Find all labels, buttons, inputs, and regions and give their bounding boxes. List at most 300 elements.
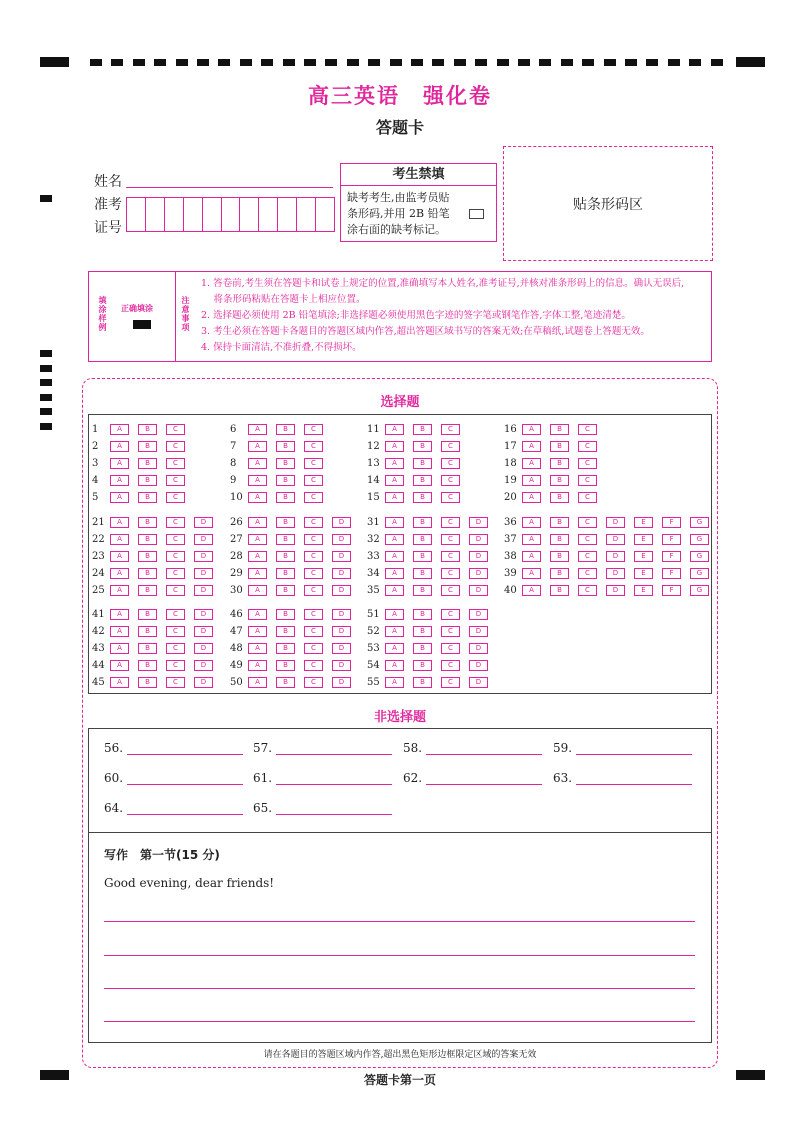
answer-bubble[interactable]: B (276, 458, 295, 469)
answer-bubble[interactable]: A (248, 424, 267, 435)
answer-bubble[interactable]: C (304, 492, 323, 503)
question-number: 29 (230, 567, 243, 579)
absent-box (340, 163, 497, 242)
answer-bubble[interactable]: A (110, 677, 129, 688)
answer-bubble[interactable]: B (550, 475, 569, 486)
answer-bubble[interactable]: C (304, 643, 323, 654)
answer-bubble[interactable]: C (304, 458, 323, 469)
answer-bubble[interactable]: A (522, 475, 541, 486)
fill-blank-line[interactable] (127, 742, 243, 755)
answer-bubble[interactable]: C (578, 568, 597, 579)
answer-bubble[interactable]: D (332, 585, 351, 596)
answer-bubble[interactable]: C (578, 424, 597, 435)
answer-bubble[interactable]: B (413, 609, 432, 620)
answer-bubble[interactable]: B (413, 424, 432, 435)
answer-bubble[interactable]: G (690, 585, 709, 596)
question-row (367, 626, 497, 637)
answer-bubble[interactable]: B (550, 568, 569, 579)
question-row (367, 424, 469, 435)
answer-bubble[interactable]: A (110, 626, 129, 637)
question-number: 20 (504, 491, 517, 503)
answer-bubble[interactable]: B (138, 475, 157, 486)
fill-blank-number: 58. (403, 741, 423, 755)
answer-bubble[interactable]: A (248, 660, 267, 671)
answer-bubble[interactable]: B (138, 660, 157, 671)
timing-dash (711, 59, 723, 66)
question-number: 35 (367, 584, 380, 596)
answer-bubble[interactable]: B (550, 441, 569, 452)
answer-bubble[interactable]: B (413, 458, 432, 469)
answer-bubble[interactable]: B (138, 534, 157, 545)
answer-bubble[interactable]: C (578, 492, 597, 503)
question-row (367, 660, 497, 671)
answer-bubble[interactable]: B (276, 534, 295, 545)
answer-bubble[interactable]: D (332, 517, 351, 528)
answer-bubble[interactable]: D (332, 643, 351, 654)
fill-blank-line[interactable] (426, 742, 542, 755)
question-row (504, 517, 718, 528)
answer-bubble[interactable]: A (110, 441, 129, 452)
answer-bubble[interactable]: G (690, 568, 709, 579)
answer-bubble[interactable]: E (634, 568, 653, 579)
correct-fill-label: 正确填涂 (121, 303, 153, 313)
answer-bubble[interactable]: C (441, 424, 460, 435)
exam-id-grid[interactable] (126, 197, 335, 232)
answer-bubble[interactable]: A (110, 585, 129, 596)
fill-blank-line[interactable] (276, 802, 392, 815)
question-row (504, 424, 606, 435)
answer-bubble[interactable]: C (166, 534, 185, 545)
answer-bubble[interactable]: A (522, 424, 541, 435)
answer-bubble[interactable]: G (690, 551, 709, 562)
question-number: 39 (504, 567, 517, 579)
writing-line[interactable] (104, 955, 695, 956)
answer-bubble[interactable]: B (276, 677, 295, 688)
answer-bubble[interactable]: B (550, 458, 569, 469)
answer-bubble[interactable]: C (166, 626, 185, 637)
answer-bubble[interactable]: B (138, 609, 157, 620)
notice-item: 1. 答卷前,考生须在答题卡和试卷上规定的位置,准确填写本人姓名,准考证号,并核对准条形码上的信息。确认无误后, (201, 278, 685, 289)
answer-bubble[interactable]: D (469, 643, 488, 654)
answer-bubble[interactable]: A (522, 517, 541, 528)
answer-bubble[interactable]: B (413, 551, 432, 562)
timing-dash (240, 59, 252, 66)
answer-bubble[interactable]: C (166, 568, 185, 579)
answer-bubble[interactable]: A (385, 441, 404, 452)
answer-bubble[interactable]: D (469, 551, 488, 562)
page-title: 高三英语 强化卷 (308, 84, 492, 108)
answer-bubble[interactable]: B (138, 643, 157, 654)
answer-bubble[interactable]: A (248, 677, 267, 688)
answer-bubble[interactable]: C (441, 660, 460, 671)
answer-bubble[interactable]: C (441, 643, 460, 654)
question-number: 27 (230, 533, 243, 545)
question-number: 21 (92, 517, 105, 528)
answer-bubble[interactable]: A (385, 534, 404, 545)
answer-bubble[interactable]: B (413, 585, 432, 596)
answer-bubble[interactable]: A (385, 424, 404, 435)
answer-bubble[interactable]: D (332, 534, 351, 545)
question-row (230, 568, 360, 579)
answer-bubble[interactable]: A (110, 475, 129, 486)
question-number: 52 (367, 625, 380, 637)
answer-bubble[interactable]: A (248, 609, 267, 620)
answer-bubble[interactable]: C (166, 660, 185, 671)
answer-bubble[interactable]: C (166, 424, 185, 435)
name-field[interactable] (126, 171, 333, 188)
answer-bubble[interactable]: A (248, 475, 267, 486)
answer-bubble[interactable]: B (550, 585, 569, 596)
question-number: 34 (367, 567, 380, 579)
answer-bubble[interactable]: A (385, 458, 404, 469)
answer-bubble[interactable]: A (248, 585, 267, 596)
answer-bubble[interactable]: D (332, 660, 351, 671)
question-row (230, 534, 360, 545)
answer-bubble[interactable]: D (606, 551, 625, 562)
answer-bubble[interactable]: A (110, 643, 129, 654)
timing-dash (646, 59, 658, 66)
answer-bubble[interactable]: B (138, 568, 157, 579)
answer-bubble[interactable]: C (304, 626, 323, 637)
answer-bubble[interactable]: A (248, 534, 267, 545)
answer-bubble[interactable]: C (166, 551, 185, 562)
answer-bubble[interactable]: A (522, 551, 541, 562)
fill-example-label: 填涂样例 (98, 296, 108, 332)
answer-bubble[interactable]: D (194, 568, 213, 579)
answer-bubble[interactable]: B (138, 492, 157, 503)
answer-bubble[interactable]: A (385, 643, 404, 654)
timing-mark (736, 57, 765, 67)
timing-dash (218, 59, 230, 66)
answer-bubble[interactable]: C (441, 458, 460, 469)
answer-bubble[interactable]: A (385, 626, 404, 637)
answer-bubble[interactable]: C (441, 441, 460, 452)
answer-bubble[interactable]: A (522, 568, 541, 579)
answer-bubble[interactable]: B (413, 517, 432, 528)
answer-bubble[interactable]: C (578, 517, 597, 528)
answer-bubble[interactable]: D (194, 534, 213, 545)
question-number: 2 (92, 440, 99, 452)
answer-bubble[interactable]: B (138, 677, 157, 688)
answer-bubble[interactable]: C (166, 643, 185, 654)
question-number: 19 (504, 474, 517, 486)
question-number: 15 (367, 491, 380, 503)
answer-bubble[interactable]: C (304, 551, 323, 562)
question-number: 6 (230, 424, 237, 435)
answer-bubble[interactable]: D (332, 626, 351, 637)
question-number: 26 (230, 517, 243, 528)
answer-bubble[interactable]: D (194, 626, 213, 637)
answer-bubble[interactable]: A (110, 660, 129, 671)
answer-bubble[interactable]: E (634, 534, 653, 545)
question-number: 22 (92, 533, 105, 545)
answer-bubble[interactable]: D (332, 677, 351, 688)
answer-bubble[interactable]: A (110, 551, 129, 562)
answer-bubble[interactable]: B (413, 568, 432, 579)
answer-bubble[interactable]: B (138, 458, 157, 469)
answer-bubble[interactable]: A (248, 626, 267, 637)
answer-bubble[interactable]: B (138, 585, 157, 596)
answer-bubble[interactable]: D (469, 517, 488, 528)
answer-bubble[interactable]: C (441, 517, 460, 528)
question-row (367, 609, 497, 620)
answer-bubble[interactable]: A (110, 517, 129, 528)
answer-bubble[interactable]: B (550, 424, 569, 435)
answer-bubble[interactable]: C (578, 475, 597, 486)
answer-bubble[interactable]: D (606, 585, 625, 596)
answer-bubble[interactable]: C (441, 626, 460, 637)
answer-bubble[interactable]: F (662, 517, 681, 528)
answer-bubble[interactable]: B (413, 660, 432, 671)
answer-bubble[interactable]: C (441, 609, 460, 620)
answer-bubble[interactable]: B (276, 568, 295, 579)
answer-bubble[interactable]: C (578, 458, 597, 469)
answer-bubble[interactable]: D (194, 660, 213, 671)
answer-bubble[interactable]: D (194, 585, 213, 596)
answer-bubble[interactable]: A (522, 458, 541, 469)
answer-bubble[interactable]: A (522, 534, 541, 545)
answer-bubble[interactable]: C (578, 441, 597, 452)
fill-blank-item (253, 801, 392, 815)
answer-bubble[interactable]: C (578, 534, 597, 545)
writing-line[interactable] (104, 921, 695, 922)
answer-bubble[interactable]: C (441, 568, 460, 579)
answer-bubble[interactable]: B (276, 643, 295, 654)
answer-bubble[interactable]: C (304, 609, 323, 620)
answer-bubble[interactable]: C (441, 492, 460, 503)
answer-bubble[interactable]: C (578, 551, 597, 562)
question-row (92, 441, 194, 452)
answer-bubble[interactable]: D (606, 568, 625, 579)
answer-bubble[interactable]: B (276, 551, 295, 562)
answer-bubble[interactable]: C (304, 534, 323, 545)
answer-bubble[interactable]: C (304, 677, 323, 688)
answer-bubble[interactable]: A (248, 551, 267, 562)
answer-bubble[interactable]: B (276, 441, 295, 452)
answer-bubble[interactable]: A (522, 585, 541, 596)
answer-bubble[interactable]: B (413, 626, 432, 637)
question-number: 37 (504, 533, 517, 545)
fill-blank-number: 64. (104, 801, 124, 815)
answer-bubble[interactable]: C (166, 517, 185, 528)
writing-line[interactable] (104, 1021, 695, 1022)
absent-mark-box[interactable] (469, 209, 484, 219)
answer-bubble[interactable]: B (276, 609, 295, 620)
fill-blank-line[interactable] (426, 772, 542, 785)
answer-bubble[interactable]: A (522, 492, 541, 503)
writing-line[interactable] (104, 988, 695, 989)
nonchoice-section-title: 非选择题 (373, 710, 426, 725)
fill-blank-item (403, 771, 542, 785)
answer-bubble[interactable]: C (166, 492, 185, 503)
answer-bubble[interactable]: D (194, 551, 213, 562)
question-row (230, 424, 332, 435)
answer-bubble[interactable]: A (248, 568, 267, 579)
answer-bubble[interactable]: D (469, 568, 488, 579)
answer-bubble[interactable]: D (469, 585, 488, 596)
answer-bubble[interactable]: D (194, 517, 213, 528)
answer-bubble[interactable]: G (690, 517, 709, 528)
answer-bubble[interactable]: A (248, 643, 267, 654)
answer-bubble[interactable]: B (138, 626, 157, 637)
answer-bubble[interactable]: B (138, 517, 157, 528)
answer-bubble[interactable]: B (138, 424, 157, 435)
question-row (92, 551, 222, 562)
answer-bubble[interactable]: C (166, 458, 185, 469)
answer-bubble[interactable]: A (385, 585, 404, 596)
fill-blank-line[interactable] (127, 802, 243, 815)
fill-blank-line[interactable] (576, 772, 692, 785)
answer-bubble[interactable]: D (332, 609, 351, 620)
question-number: 38 (504, 550, 517, 562)
fill-blank-line[interactable] (127, 772, 243, 785)
answer-bubble[interactable]: A (110, 609, 129, 620)
answer-bubble[interactable]: D (469, 677, 488, 688)
answer-bubble[interactable]: B (550, 517, 569, 528)
timing-dash (582, 59, 594, 66)
name-label: 姓名 (94, 174, 122, 190)
answer-bubble[interactable]: C (304, 441, 323, 452)
question-row (367, 441, 469, 452)
timing-dash (689, 59, 701, 66)
answer-bubble[interactable]: B (413, 475, 432, 486)
answer-bubble[interactable]: B (413, 441, 432, 452)
answer-bubble[interactable]: A (248, 492, 267, 503)
answer-bubble[interactable]: A (385, 677, 404, 688)
answer-bubble[interactable]: D (194, 643, 213, 654)
answer-bubble[interactable]: A (110, 534, 129, 545)
answer-bubble[interactable]: F (662, 551, 681, 562)
answer-bubble[interactable]: C (578, 585, 597, 596)
correct-fill-sample (133, 320, 151, 329)
absent-line: 缺考考生,由监考员贴 (347, 191, 450, 204)
answer-bubble[interactable]: A (385, 568, 404, 579)
answer-bubble[interactable]: E (634, 517, 653, 528)
answer-bubble[interactable]: C (441, 677, 460, 688)
answer-bubble[interactable]: F (662, 568, 681, 579)
question-number: 23 (92, 550, 105, 562)
answer-bubble[interactable]: B (550, 534, 569, 545)
answer-bubble[interactable]: D (469, 660, 488, 671)
answer-bubble[interactable]: B (276, 475, 295, 486)
writing-heading: 写作 第一节(15 分) (104, 848, 220, 862)
fill-blank-line[interactable] (576, 742, 692, 755)
answer-bubble[interactable]: G (690, 534, 709, 545)
question-row (504, 568, 718, 579)
fill-blank-number: 57. (253, 741, 273, 755)
answer-bubble[interactable]: D (194, 609, 213, 620)
answer-bubble[interactable]: D (469, 626, 488, 637)
answer-bubble[interactable]: D (332, 551, 351, 562)
answer-bubble[interactable]: C (166, 475, 185, 486)
answer-bubble[interactable]: B (276, 585, 295, 596)
fill-blank-line[interactable] (276, 772, 392, 785)
answer-bubble[interactable]: B (413, 677, 432, 688)
answer-bubble[interactable]: C (441, 534, 460, 545)
answer-bubble[interactable]: D (469, 534, 488, 545)
answer-bubble[interactable]: C (441, 475, 460, 486)
timing-dash (604, 59, 616, 66)
answer-bubble[interactable]: B (550, 551, 569, 562)
question-row (504, 551, 718, 562)
question-row (504, 585, 718, 596)
question-row (230, 475, 332, 486)
answer-bubble[interactable]: B (138, 551, 157, 562)
answer-bubble[interactable]: A (248, 441, 267, 452)
answer-bubble[interactable]: C (441, 551, 460, 562)
answer-bubble[interactable]: B (276, 660, 295, 671)
answer-bubble[interactable]: B (550, 492, 569, 503)
question-row (230, 458, 332, 469)
fill-blank-line[interactable] (276, 742, 392, 755)
answer-bubble[interactable]: B (413, 534, 432, 545)
answer-bubble[interactable]: C (304, 475, 323, 486)
answer-bubble[interactable]: E (634, 551, 653, 562)
answer-bubble[interactable]: F (662, 585, 681, 596)
answer-bubble[interactable]: B (276, 626, 295, 637)
answer-bubble[interactable]: A (110, 568, 129, 579)
answer-bubble[interactable]: A (385, 492, 404, 503)
answer-bubble[interactable]: A (385, 551, 404, 562)
answer-bubble[interactable]: A (385, 517, 404, 528)
answer-bubble[interactable]: C (304, 517, 323, 528)
question-number: 7 (230, 440, 237, 452)
answer-bubble[interactable]: A (110, 492, 129, 503)
answer-bubble[interactable]: B (138, 441, 157, 452)
answer-bubble[interactable]: D (606, 517, 625, 528)
absent-box-title: 考生禁填 (341, 164, 496, 186)
fill-blank-item (104, 741, 243, 755)
answer-bubble[interactable]: C (166, 677, 185, 688)
answer-bubble[interactable]: A (248, 458, 267, 469)
timing-dash (40, 365, 52, 372)
answer-bubble[interactable]: C (166, 441, 185, 452)
answer-bubble[interactable]: B (276, 424, 295, 435)
answer-bubble[interactable]: D (469, 609, 488, 620)
answer-bubble[interactable]: F (662, 534, 681, 545)
answer-bubble[interactable]: E (634, 585, 653, 596)
fill-blank-number: 65. (253, 801, 273, 815)
answer-bubble[interactable]: D (606, 534, 625, 545)
answer-bubble[interactable]: C (304, 585, 323, 596)
answer-bubble[interactable]: B (413, 492, 432, 503)
question-row (92, 458, 194, 469)
answer-bubble[interactable]: D (194, 677, 213, 688)
answer-bubble[interactable]: A (522, 441, 541, 452)
answer-bubble[interactable]: C (304, 660, 323, 671)
answer-bubble[interactable]: C (441, 585, 460, 596)
answer-bubble[interactable]: B (413, 643, 432, 654)
answer-bubble[interactable]: A (385, 609, 404, 620)
timing-dash (283, 59, 295, 66)
question-number: 45 (92, 676, 105, 688)
answer-bubble[interactable]: A (385, 475, 404, 486)
notice-item: 2. 选择题必须使用 2B 铅笔填涂;非选择题必须使用黑色字迹的签字笔或钢笔作答,字体工整,笔迹清楚。 (201, 310, 631, 321)
answer-bubble[interactable]: C (166, 585, 185, 596)
answer-bubble[interactable]: C (166, 609, 185, 620)
question-number: 50 (230, 676, 243, 688)
id-label-2: 证号 (94, 220, 122, 236)
answer-bubble[interactable]: C (304, 424, 323, 435)
answer-bubble[interactable]: B (276, 517, 295, 528)
answer-bubble[interactable]: D (332, 568, 351, 579)
answer-bubble[interactable]: A (248, 517, 267, 528)
answer-bubble[interactable]: A (110, 458, 129, 469)
answer-bubble[interactable]: C (304, 568, 323, 579)
answer-bubble[interactable]: B (276, 492, 295, 503)
answer-bubble[interactable]: A (110, 424, 129, 435)
answer-bubble[interactable]: A (385, 660, 404, 671)
